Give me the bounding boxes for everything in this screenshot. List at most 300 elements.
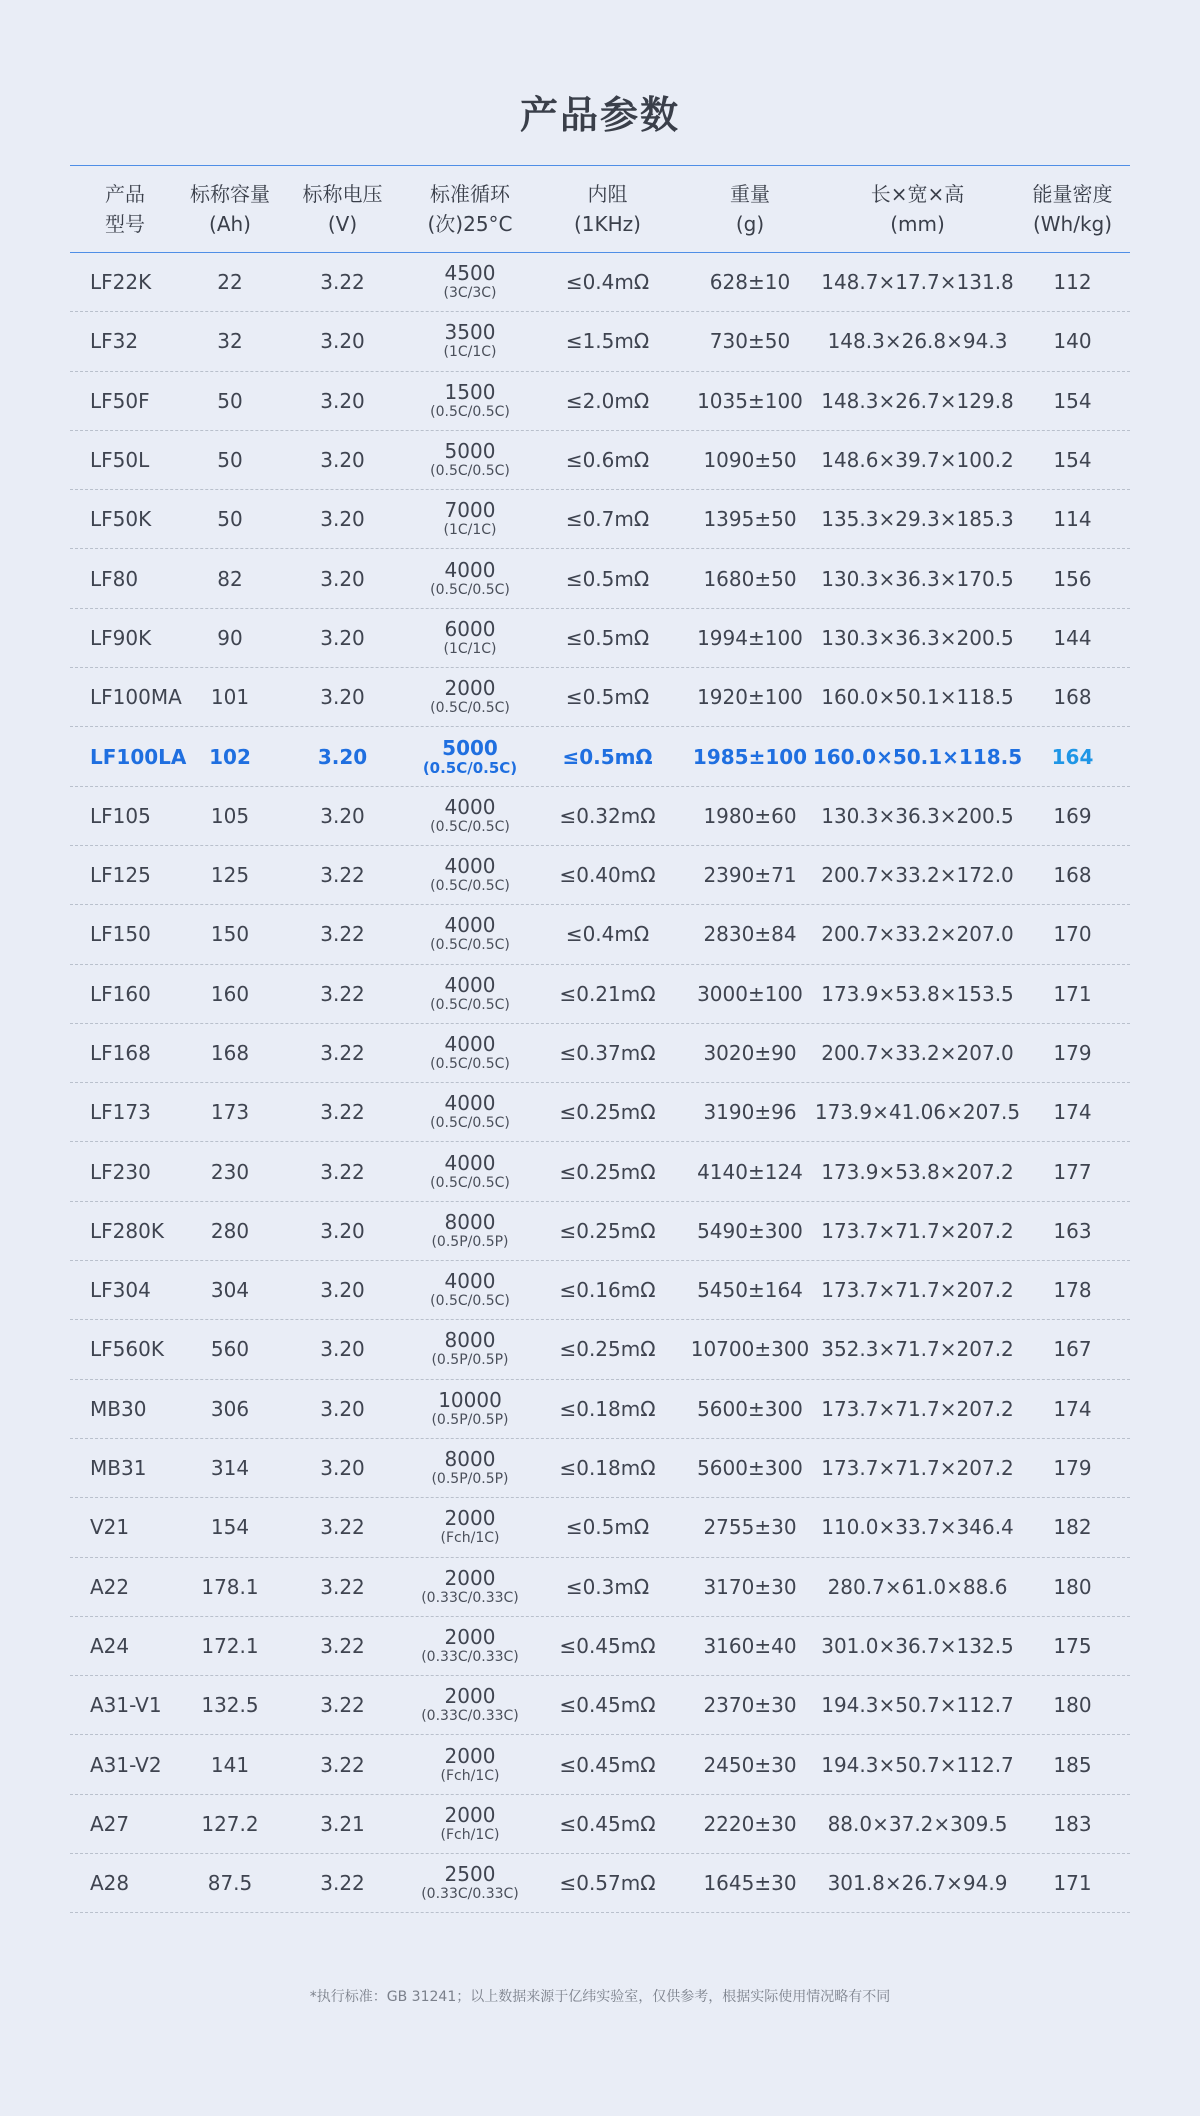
density-cell: 154 [1053,448,1092,473]
weight-cell: 730±50 [709,329,791,354]
table-row [70,1558,1130,1617]
capacity-cell: 154 [210,1515,250,1540]
dimensions-cell: 301.8×26.7×94.9 [827,1871,1008,1896]
cycle-count: 2000 [444,1624,496,1649]
header-unit: (Wh/kg) [1032,212,1113,236]
voltage-cell: 3.22 [320,1693,365,1718]
resistance-cell: ≤0.7mΩ [565,507,650,532]
density-cell: 171 [1053,1871,1092,1896]
table-row [70,1380,1130,1439]
dimensions-cell: 130.3×36.3×170.5 [821,566,1014,591]
cycle-rate: (0.5P/0.5P) [431,1233,509,1250]
header-unit: (g) [735,212,765,236]
cycle-rate: (0.5P/0.5P) [431,1471,509,1488]
resistance-cell: ≤0.3mΩ [565,1574,650,1599]
cycle-cell [405,1261,535,1319]
cycle-count: 5000 [442,735,498,760]
table-header [70,165,1130,253]
voltage-cell: 3.22 [320,1100,365,1125]
cycle-count: 4000 [444,854,496,879]
header-label: 标准循环 [430,182,510,206]
table-row [70,490,1130,549]
weight-cell: 5600±300 [697,1396,803,1421]
cycle-cell [405,1439,535,1497]
voltage-cell: 3.22 [320,922,365,947]
cycle-cell [405,431,535,489]
cycle-count: 2000 [444,1802,496,1827]
resistance-cell: ≤0.25mΩ [559,1337,656,1362]
cycle-cell [405,372,535,430]
table-row [70,965,1130,1024]
capacity-cell: 101 [210,685,250,710]
table-row [70,846,1130,905]
model-cell: A31-V2 [90,1752,162,1777]
capacity-cell: 132.5 [201,1693,259,1718]
model-cell: LF100LA [90,744,187,769]
cycle-cell [405,787,535,845]
resistance-cell: ≤0.32mΩ [559,803,656,828]
cycle-count: 2000 [444,1743,496,1768]
cycle-rate: (Fch/1C) [440,1826,500,1843]
cycle-count: 4000 [444,794,496,819]
density-cell: 169 [1053,803,1092,828]
table-row [70,1854,1130,1913]
table-row [70,253,1130,312]
table-row [70,1142,1130,1201]
cycle-cell [405,609,535,667]
weight-cell: 1395±50 [703,507,797,532]
dimensions-cell: 148.3×26.8×94.3 [827,329,1008,354]
cycle-count: 4000 [444,1150,496,1175]
resistance-cell: ≤0.6mΩ [565,448,650,473]
capacity-cell: 90 [217,625,243,650]
resistance-cell: ≤0.40mΩ [559,863,656,888]
capacity-cell: 102 [209,744,251,769]
voltage-cell: 3.21 [320,1811,365,1836]
voltage-cell: 3.20 [320,388,365,413]
voltage-cell: 3.22 [320,1574,365,1599]
table-row [70,549,1130,608]
density-cell: 144 [1053,625,1092,650]
table-row [70,1676,1130,1735]
page-title: 产品参数 [519,93,680,137]
capacity-cell: 230 [210,1159,250,1184]
resistance-cell: ≤0.5mΩ [565,685,650,710]
cycle-rate: (0.5C/0.5C) [430,700,510,717]
voltage-cell: 3.22 [320,1515,365,1540]
weight-cell: 4140±124 [697,1159,803,1184]
capacity-cell: 22 [217,270,243,295]
resistance-cell: ≤0.5mΩ [565,1515,650,1540]
header-unit: (次)25°C [427,212,513,236]
table-row [70,1439,1130,1498]
model-cell: LF230 [90,1159,151,1184]
resistance-cell: ≤0.45mΩ [559,1633,656,1658]
model-cell: LF105 [90,803,151,828]
voltage-cell: 3.20 [320,1396,365,1421]
capacity-cell: 160 [210,981,250,1006]
dimensions-cell: 130.3×36.3×200.5 [821,803,1014,828]
voltage-cell: 3.22 [320,1871,365,1896]
capacity-cell: 87.5 [207,1871,253,1896]
header-label: 标称电压 [302,182,383,206]
voltage-cell: 3.20 [317,744,368,769]
density-cell: 180 [1053,1574,1092,1599]
model-cell: LF560K [90,1337,164,1362]
header-unit: (1KHz) [574,212,641,236]
dimensions-cell: 148.6×39.7×100.2 [821,448,1014,473]
weight-cell: 1980±60 [703,803,797,828]
cycle-cell [405,1676,535,1734]
capacity-cell: 314 [210,1456,250,1481]
header-cell [280,166,405,252]
model-cell: LF22K [90,270,152,295]
resistance-cell: ≤0.4mΩ [565,270,650,295]
dimensions-cell: 352.3×71.7×207.2 [821,1337,1014,1362]
weight-cell: 1920±100 [697,685,803,710]
resistance-cell: ≤2.0mΩ [565,388,650,413]
cycle-cell [405,668,535,726]
weight-cell: 2220±30 [703,1811,797,1836]
density-cell: 179 [1053,1456,1092,1481]
cycle-cell [405,1617,535,1675]
dimensions-cell: 173.9×41.06×207.5 [814,1100,1021,1125]
table-row [70,1795,1130,1854]
model-cell: A27 [90,1811,130,1836]
resistance-cell: ≤0.57mΩ [559,1871,656,1896]
voltage-cell: 3.20 [320,566,365,591]
cycle-cell [405,1795,535,1853]
resistance-cell: ≤0.5mΩ [565,625,650,650]
cycle-rate: (0.5C/0.5C) [430,1115,510,1132]
cycle-cell [405,1735,535,1793]
cycle-count: 8000 [444,1209,496,1234]
cycle-cell [405,1380,535,1438]
dimensions-cell: 160.0×50.1×118.5 [821,685,1014,710]
model-cell: LF32 [90,329,139,354]
density-cell: 174 [1053,1396,1092,1421]
cycle-cell [405,1498,535,1556]
cycle-count: 3500 [444,320,496,345]
cycle-cell [405,727,535,785]
dimensions-cell: 135.3×29.3×185.3 [821,507,1014,532]
cycle-count: 1500 [444,379,496,404]
density-cell: 185 [1053,1752,1092,1777]
voltage-cell: 3.20 [320,803,365,828]
header-cell [405,166,535,252]
weight-cell: 628±10 [709,270,791,295]
cycle-count: 2000 [444,1684,496,1709]
resistance-cell: ≤0.25mΩ [559,1100,656,1125]
dimensions-cell: 173.9×53.8×207.2 [821,1159,1014,1184]
density-cell: 171 [1053,981,1092,1006]
density-cell: 112 [1053,270,1092,295]
model-cell: LF50L [90,448,150,473]
voltage-cell: 3.22 [320,981,365,1006]
dimensions-cell: 173.9×53.8×153.5 [821,981,1014,1006]
cycle-cell [405,1202,535,1260]
dimensions-cell: 194.3×50.7×112.7 [821,1693,1014,1718]
cycle-cell [405,253,535,311]
cycle-rate: (3C/3C) [443,285,497,302]
resistance-cell: ≤0.5mΩ [565,566,650,591]
density-cell: 174 [1053,1100,1092,1125]
model-cell: LF125 [90,863,151,888]
weight-cell: 3020±90 [703,1041,797,1065]
capacity-cell: 168 [210,1041,250,1065]
cycle-rate: (0.5C/0.5C) [430,581,510,598]
cycle-count: 2500 [444,1862,496,1887]
voltage-cell: 3.20 [320,1337,365,1362]
density-cell: 175 [1053,1633,1092,1658]
header-label: 标称容量 [190,182,270,206]
weight-cell: 3000±100 [697,981,803,1006]
model-cell: LF150 [90,922,151,947]
cycle-cell [405,1854,535,1912]
cycle-count: 4000 [444,557,496,582]
voltage-cell: 3.22 [320,1752,365,1777]
density-cell: 177 [1053,1159,1092,1184]
model-cell: LF50F [90,388,150,413]
density-cell: 170 [1053,922,1092,947]
voltage-cell: 3.20 [320,1278,365,1303]
resistance-cell: ≤0.45mΩ [559,1811,656,1836]
table-row [70,1320,1130,1379]
capacity-cell: 82 [217,566,243,591]
density-cell: 163 [1053,1218,1092,1243]
density-cell: 154 [1053,388,1092,413]
weight-cell: 1985±100 [692,744,808,769]
table-row [70,1083,1130,1142]
resistance-cell: ≤0.5mΩ [562,744,653,769]
cycle-count: 2000 [444,1506,496,1531]
table-row-highlighted [70,727,1130,786]
capacity-cell: 173 [210,1100,250,1125]
density-cell: 183 [1053,1811,1092,1836]
voltage-cell: 3.22 [320,270,365,295]
dimensions-cell: 173.7×71.7×207.2 [821,1218,1014,1243]
capacity-cell: 560 [210,1337,250,1362]
cycle-count: 2000 [444,676,496,701]
weight-cell: 1035±100 [697,388,803,413]
dimensions-cell: 173.7×71.7×207.2 [821,1278,1014,1303]
density-cell: 178 [1053,1278,1092,1303]
capacity-cell: 125 [210,863,250,888]
density-cell: 156 [1053,566,1092,591]
header-label: 产品 [105,182,145,206]
weight-cell: 3160±40 [703,1633,797,1658]
voltage-cell: 3.20 [320,507,365,532]
dimensions-cell: 280.7×61.0×88.6 [827,1574,1008,1599]
voltage-cell: 3.20 [320,1456,365,1481]
weight-cell: 1994±100 [697,625,803,650]
resistance-cell: ≤0.21mΩ [559,981,656,1006]
table-row [70,1617,1130,1676]
cycle-rate: (0.5C/0.5C) [430,403,510,420]
cycle-count: 4000 [444,1269,496,1294]
capacity-cell: 32 [217,329,243,354]
model-cell: LF160 [90,981,151,1006]
capacity-cell: 150 [210,922,250,947]
density-cell: 164 [1051,744,1094,769]
cycle-rate: (0.5C/0.5C) [430,818,510,835]
table-row [70,372,1130,431]
model-cell: LF280K [90,1218,164,1243]
header-unit: (mm) [890,212,945,236]
voltage-cell: 3.20 [320,625,365,650]
dimensions-cell: 173.7×71.7×207.2 [821,1456,1014,1481]
cycle-rate: (0.5C/0.5C) [430,937,510,954]
weight-cell: 2755±30 [703,1515,797,1540]
table-row [70,1498,1130,1557]
density-cell: 140 [1053,329,1092,354]
dimensions-cell: 200.7×33.2×172.0 [821,863,1014,888]
weight-cell: 5600±300 [697,1456,803,1481]
capacity-cell: 105 [210,803,250,828]
capacity-cell: 304 [210,1278,250,1303]
model-cell: LF100MA [90,685,182,710]
header-cell [1015,166,1130,252]
voltage-cell: 3.20 [320,1218,365,1243]
density-cell: 114 [1053,507,1092,532]
header-unit: (Ah) [209,212,251,236]
resistance-cell: ≤0.4mΩ [565,922,650,947]
header-label: 长×宽×高 [870,182,965,206]
model-cell: MB30 [90,1396,147,1421]
voltage-cell: 3.20 [320,448,365,473]
weight-cell: 3190±96 [703,1100,797,1125]
weight-cell: 2390±71 [703,863,797,888]
dimensions-cell: 173.7×71.7×207.2 [821,1396,1014,1421]
weight-cell: 2830±84 [703,922,797,947]
capacity-cell: 178.1 [201,1574,259,1599]
resistance-cell: ≤0.37mΩ [559,1041,656,1065]
cycle-rate: (Fch/1C) [440,1530,500,1547]
cycle-rate: (0.33C/0.33C) [421,1648,519,1665]
cycle-cell [405,965,535,1023]
capacity-cell: 306 [210,1396,250,1421]
cycle-rate: (0.5P/0.5P) [431,1411,509,1428]
header-unit: 型号 [105,212,145,236]
dimensions-cell: 88.0×37.2×309.5 [827,1811,1008,1836]
cycle-rate: (0.5C/0.5C) [422,758,518,777]
capacity-cell: 50 [217,388,243,413]
weight-cell: 1680±50 [703,566,797,591]
dimensions-cell: 194.3×50.7×112.7 [821,1752,1014,1777]
cycle-count: 4000 [444,1032,496,1056]
model-cell: LF80 [90,566,139,591]
resistance-cell: ≤0.16mΩ [559,1278,656,1303]
table-row [70,905,1130,964]
cycle-count: 4000 [444,972,496,997]
cycle-cell [405,905,535,963]
cycle-cell [405,1558,535,1616]
cycle-rate: (0.33C/0.33C) [421,1886,519,1903]
cycle-count: 4000 [444,1091,496,1116]
model-cell: A28 [90,1871,130,1896]
dimensions-cell: 301.0×36.7×132.5 [821,1633,1014,1658]
cycle-count: 2000 [444,1565,496,1590]
header-label: 重量 [730,182,770,206]
model-cell: A31-V1 [90,1693,162,1718]
dimensions-cell: 160.0×50.1×118.5 [812,744,1023,769]
voltage-cell: 3.22 [320,1041,365,1065]
model-cell: LF168 [90,1041,151,1065]
cycle-cell [405,846,535,904]
cycle-rate: (0.33C/0.33C) [421,1708,519,1725]
resistance-cell: ≤0.18mΩ [559,1456,656,1481]
cycle-cell [405,1024,535,1082]
density-cell: 168 [1053,685,1092,710]
dimensions-cell: 200.7×33.2×207.0 [821,922,1014,947]
resistance-cell: ≤0.25mΩ [559,1159,656,1184]
model-cell: LF50K [90,507,152,532]
table-row [70,1735,1130,1794]
capacity-cell: 50 [217,507,243,532]
dimensions-cell: 148.7×17.7×131.8 [821,270,1014,295]
cycle-rate: (0.5C/0.5C) [430,878,510,895]
product-spec-table [70,165,1130,1913]
cycle-rate: (0.5C/0.5C) [430,463,510,480]
dimensions-cell: 148.3×26.7×129.8 [821,388,1014,413]
cycle-rate: (1C/1C) [443,640,497,657]
cycle-rate: (0.5C/0.5C) [430,1293,510,1310]
header-cell [70,166,180,252]
voltage-cell: 3.22 [320,863,365,888]
cycle-count: 5000 [444,439,496,464]
cycle-count: 8000 [444,1328,496,1353]
weight-cell: 10700±300 [690,1337,810,1362]
model-cell: LF304 [90,1278,151,1303]
header-label: 内阻 [587,182,628,206]
capacity-cell: 141 [210,1752,250,1777]
cycle-cell [405,312,535,370]
weight-cell: 2450±30 [703,1752,797,1777]
dimensions-cell: 110.0×33.7×346.4 [821,1515,1014,1540]
table-row [70,1024,1130,1083]
cycle-rate: (0.5P/0.5P) [431,1352,509,1369]
weight-cell: 1645±30 [703,1871,797,1896]
weight-cell: 3170±30 [703,1574,797,1599]
density-cell: 168 [1053,863,1092,888]
cycle-count: 10000 [438,1387,502,1412]
dimensions-cell: 200.7×33.2×207.0 [821,1041,1014,1065]
cycle-cell [405,1083,535,1141]
cycle-rate: (0.5C/0.5C) [430,1174,510,1191]
density-cell: 179 [1053,1041,1092,1065]
cycle-cell [405,490,535,548]
capacity-cell: 127.2 [201,1811,259,1836]
density-cell: 180 [1053,1693,1092,1718]
cycle-cell [405,1142,535,1200]
model-cell: LF173 [90,1100,151,1125]
footnote: *执行标准：GB 31241；以上数据来源于亿纬实验室，仅供参考，根据实际使用情况略有不同 [309,1989,891,2005]
cycle-rate: (1C/1C) [443,344,497,361]
header-cell [180,166,280,252]
table-row [70,1202,1130,1261]
header-unit: (V) [327,212,358,236]
cycle-rate: (0.5C/0.5C) [430,996,510,1013]
cycle-count: 8000 [444,1447,496,1472]
header-cell [535,166,680,252]
table-body [70,253,1130,1913]
header-cell [680,166,820,252]
resistance-cell: ≤0.45mΩ [559,1693,656,1718]
voltage-cell: 3.20 [320,329,365,354]
resistance-cell: ≤0.45mΩ [559,1752,656,1777]
model-cell: A22 [90,1574,130,1599]
table-row [70,312,1130,371]
